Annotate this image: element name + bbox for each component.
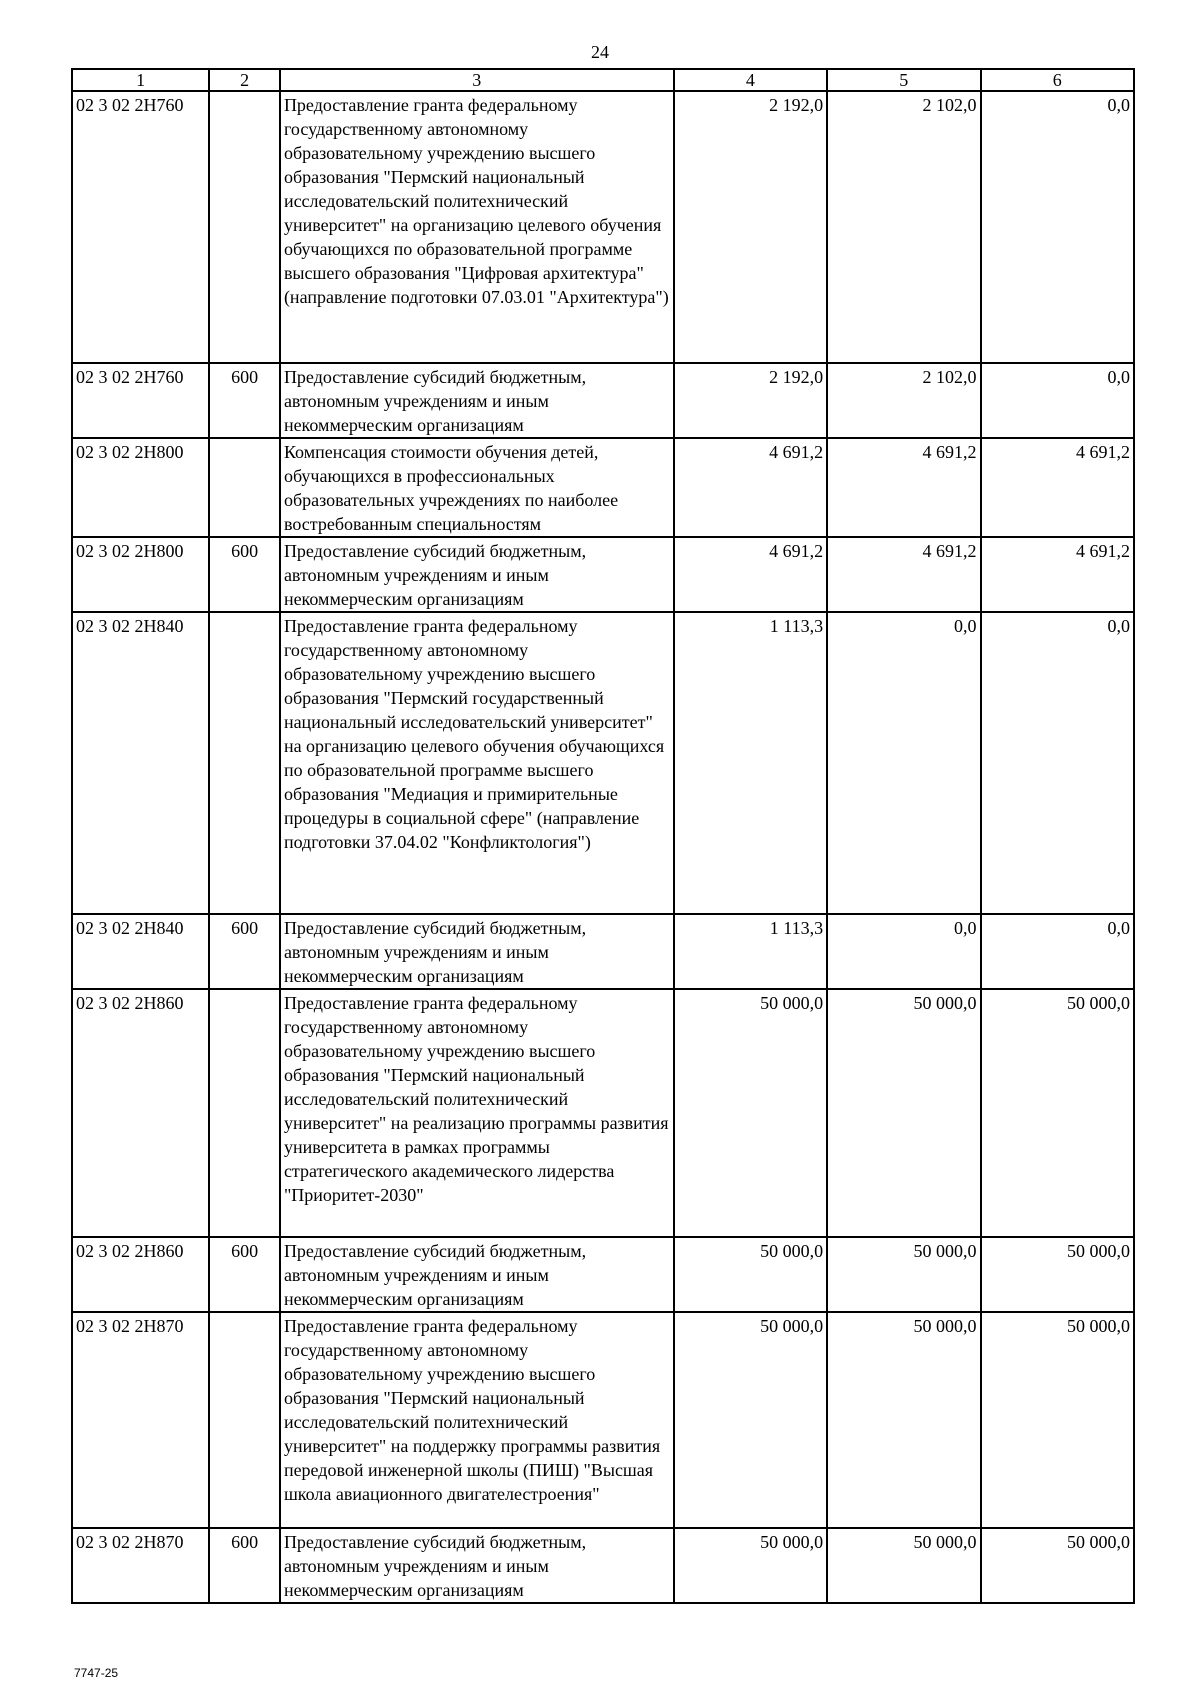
table-header-row [72,69,1134,91]
cell-value-col4: 1 113,3 [674,914,827,989]
cell-value-col4: 2 192,0 [674,91,827,363]
cell-expense-type: 600 [209,537,280,612]
cell-value-col6: 50 000,0 [981,1312,1134,1528]
cell-value-col5: 0,0 [827,914,980,989]
col-header-2: 2 [209,69,280,91]
cell-target-code: 02 3 02 2Н840 [72,914,209,989]
table-body [72,91,1134,1603]
cell-item-name: Предоставление субсидий бюджетным, автономным учреждениям и иным некоммерческим организациям [280,1528,674,1603]
table-row [72,1528,1134,1603]
cell-value-col6: 0,0 [981,363,1134,438]
cell-value-col5: 4 691,2 [827,438,980,537]
cell-expense-type: 600 [209,914,280,989]
cell-expense-type [209,91,280,363]
cell-expense-type: 600 [209,1528,280,1603]
cell-expense-type [209,1312,280,1528]
footer-document-code: 7747-25 [74,1666,119,1680]
cell-value-col6: 4 691,2 [981,438,1134,537]
col-header-5: 5 [827,69,980,91]
table-row [72,1312,1134,1528]
cell-value-col6: 0,0 [981,91,1134,363]
cell-target-code: 02 3 02 2Н860 [72,989,209,1237]
cell-value-col5: 4 691,2 [827,537,980,612]
col-header-3: 3 [280,69,674,91]
cell-item-name: Предоставление гранта федеральному государственному автономному образовательному учреждению высшего образования "Пермский национальный исследовательский политехнический университет" на реализацию программы развития университета в рамках программы стратегического академического лидерства "Приоритет-2030" [280,989,674,1237]
cell-target-code: 02 3 02 2Н800 [72,537,209,612]
cell-value-col4: 4 691,2 [674,537,827,612]
cell-target-code: 02 3 02 2Н870 [72,1312,209,1528]
cell-value-col4: 4 691,2 [674,438,827,537]
cell-value-col4: 50 000,0 [674,1312,827,1528]
cell-item-name: Предоставление гранта федеральному государственному автономному образовательному учреждению высшего образования "Пермский государственный национальный исследовательский университет" на организацию целевого обучения обучающихся по образовательной программе высшего образования "Медиация и примирительные процедуры в социальной сфере" (направление подготовки 37.04.02 "Конфликтология") [280,612,674,914]
col-header-1: 1 [72,69,209,91]
cell-value-col5: 2 102,0 [827,363,980,438]
cell-value-col5: 50 000,0 [827,1528,980,1603]
cell-expense-type [209,612,280,914]
cell-expense-type: 600 [209,1237,280,1312]
cell-value-col4: 50 000,0 [674,989,827,1237]
cell-value-col5: 50 000,0 [827,1312,980,1528]
table-row [72,91,1134,363]
cell-value-col6: 50 000,0 [981,989,1134,1237]
cell-value-col4: 50 000,0 [674,1528,827,1603]
table-row [72,1237,1134,1312]
table-row [72,537,1134,612]
table-row [72,612,1134,914]
col-header-4: 4 [674,69,827,91]
cell-value-col4: 2 192,0 [674,363,827,438]
cell-expense-type [209,989,280,1237]
cell-target-code: 02 3 02 2Н840 [72,612,209,914]
cell-value-col4: 50 000,0 [674,1237,827,1312]
cell-item-name: Компенсация стоимости обучения детей, обучающихся в профессиональных образовательных учреждениях по наиболее востребованным специальностям [280,438,674,537]
cell-item-name: Предоставление гранта федеральному государственному автономному образовательному учреждению высшего образования "Пермский национальный исследовательский политехнический университет" на поддержку программы развития передовой инженерной школы (ПИШ) "Высшая школа авиационного двигателестроения" [280,1312,674,1528]
table-row [72,438,1134,537]
cell-item-name: Предоставление гранта федеральному государственному автономному образовательному учреждению высшего образования "Пермский национальный исследовательский политехнический университет" на организацию целевого обучения обучающихся по образовательной программе высшего образования "Цифровая архитектура" (направление подготовки 07.03.01 "Архитектура") [280,91,674,363]
cell-value-col6: 4 691,2 [981,537,1134,612]
cell-value-col6: 0,0 [981,612,1134,914]
cell-target-code: 02 3 02 2Н760 [72,363,209,438]
cell-item-name: Предоставление субсидий бюджетным, автономным учреждениям и иным некоммерческим организациям [280,1237,674,1312]
table-row [72,363,1134,438]
cell-value-col5: 2 102,0 [827,91,980,363]
col-header-6: 6 [981,69,1134,91]
cell-target-code: 02 3 02 2Н760 [72,91,209,363]
table-row [72,914,1134,989]
cell-value-col5: 50 000,0 [827,989,980,1237]
cell-target-code: 02 3 02 2Н860 [72,1237,209,1312]
cell-item-name: Предоставление субсидий бюджетным, автономным учреждениям и иным некоммерческим организациям [280,914,674,989]
cell-item-name: Предоставление субсидий бюджетным, автономным учреждениям и иным некоммерческим организациям [280,363,674,438]
cell-item-name: Предоставление субсидий бюджетным, автономным учреждениям и иным некоммерческим организациям [280,537,674,612]
cell-target-code: 02 3 02 2Н870 [72,1528,209,1603]
table-row [72,989,1134,1237]
cell-value-col5: 50 000,0 [827,1237,980,1312]
cell-expense-type [209,438,280,537]
cell-value-col4: 1 113,3 [674,612,827,914]
cell-target-code: 02 3 02 2Н800 [72,438,209,537]
cell-value-col6: 50 000,0 [981,1528,1134,1603]
budget-table [71,68,1135,1604]
page-number: 24 [591,42,609,62]
cell-value-col6: 50 000,0 [981,1237,1134,1312]
cell-value-col5: 0,0 [827,612,980,914]
cell-value-col6: 0,0 [981,914,1134,989]
cell-expense-type: 600 [209,363,280,438]
